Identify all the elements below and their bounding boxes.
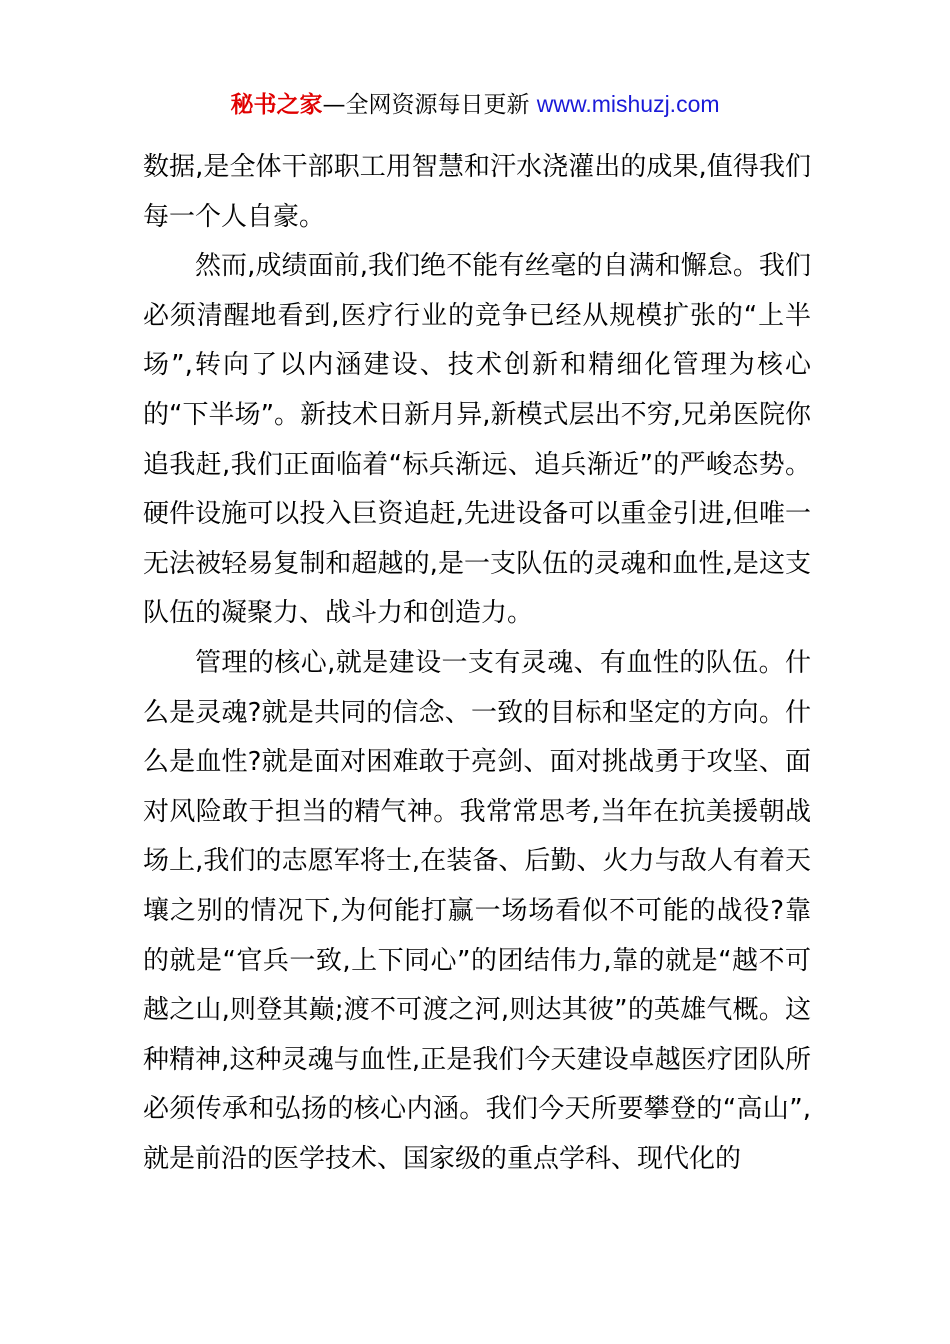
paragraph: 然而,成绩面前,我们绝不能有丝毫的自满和懈怠。我们必须清醒地看到,医疗行业的竞争已经从规模扩张的“上半场”,转向了以内涵建设、技术创新和精细化管理为核心的“下半场”。新技术日新月异,新模式层出不穷,兄弟医院你追我赶,我们正面临着“标兵渐远、追兵渐近”的严峻态势。硬件设施可以投入巨资追赶,先进设备可以重金引进,但唯一无法被轻易复制和超越的,是一支队伍的灵魂和血性,是这支队伍的凝聚力、战斗力和创造力。	[143, 251, 811, 629]
brand-name: 秘书之家	[230, 92, 323, 118]
website-url[interactable]: www.mishuzj.com	[536, 91, 720, 117]
paragraph: 数据,是全体干部职工用智慧和汗水浇灌出的成果,值得我们每一个人自豪。	[143, 152, 811, 232]
page-header	[0, 86, 950, 123]
document-body	[143, 143, 811, 1184]
header-tagline: —全网资源每日更新	[322, 92, 530, 118]
paragraph: 管理的核心,就是建设一支有灵魂、有血性的队伍。什么是灵魂?就是共同的信念、一致的目标和坚定的方向。什么是血性?就是面对困难敢于亮剑、面对挑战勇于攻坚、面对风险敢于担当的精气神。我常常思考,当年在抗美援朝战场上,我们的志愿军将士,在装备、后勤、火力与敌人有着天壤之别的情况下,为何能打赢一场场看似不可能的战役?靠的就是“官兵一致,上下同心”的团结伟力,靠的就是“越不可越之山,则登其巅;渡不可渡之河,则达其彼”的英雄气概。这种精神,这种灵魂与血性,正是我们今天建设卓越医疗团队所必须传承和弘扬的核心内涵。我们今天所要攀登的“高山”,就是前沿的医学技术、国家级的重点学科、现代化的	[143, 647, 811, 1174]
